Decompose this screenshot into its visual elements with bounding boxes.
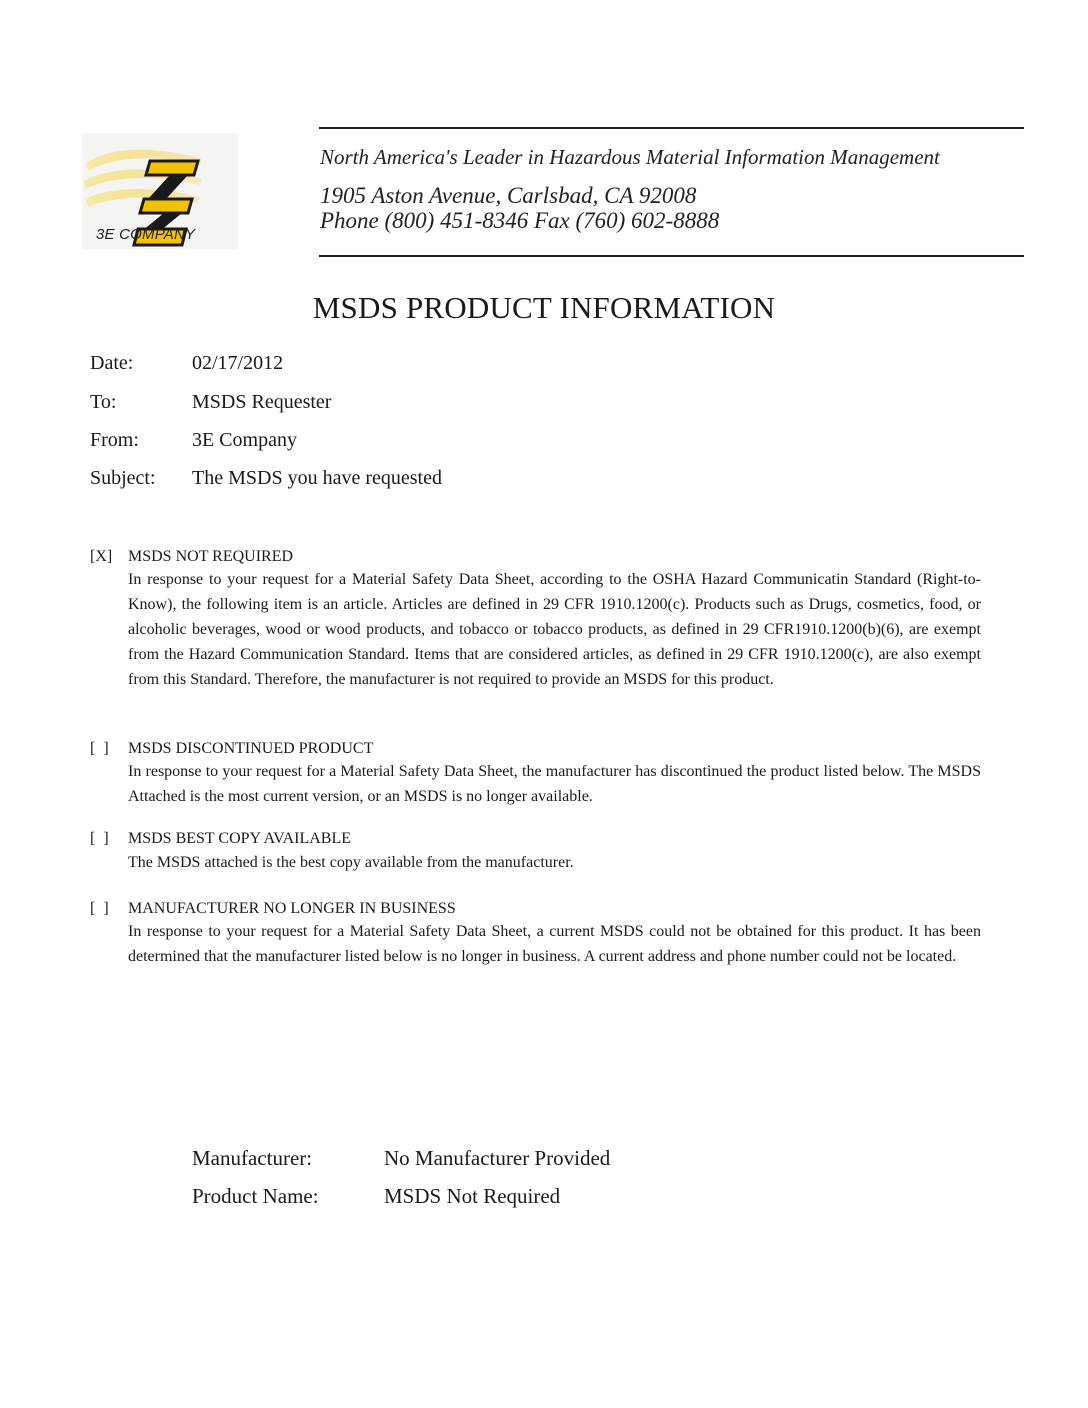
option-title-not-required: MSDS NOT REQUIRED: [128, 548, 294, 565]
subject-value: The MSDS you have requested: [192, 467, 442, 489]
to-label: To:: [90, 391, 117, 413]
manufacturer-value: No Manufacturer Provided: [384, 1146, 611, 1170]
from-value: 3E Company: [192, 429, 297, 451]
option-body-discontinued: In response to your request for a Material Safety Data Sheet, the manufacturer has discontinued the product listed below. The MSDS Attached is the most current version, or an MSDS is no longer available.: [128, 763, 981, 805]
header-top-rule: [319, 127, 1024, 129]
date-value: 02/17/2012: [192, 352, 284, 374]
subject-label: Subject:: [90, 467, 156, 489]
option-body-out-of-business: In response to your request for a Material Safety Data Sheet, a current MSDS could not be obtained for this product. It has been determined that the manufacturer listed below is no longer in business. A current address and phone number could not be located.: [128, 923, 981, 965]
option-checkbox-best-copy: [ ]: [90, 830, 109, 847]
option-checkbox-out-of-business: [ ]: [90, 900, 109, 917]
option-body-not-required: In response to your request for a Material Safety Data Sheet, according to the OSHA Hazard Communicatin Standard (Right-to-Know), the following item is an article. Articles are defined in 29 CFR 1910.1200(c). Products such as Drugs, cosmetics, food, or alcoholic beverages, wood or wood products, and tobacco or tobacco products, as defined in 29 CFR1910.1200(b)(6), are exempt from the Hazard Communication Standard. Items that are considered articles, as defined in 29 CFR 1910.1200(c), are also exempt from this Standard. Therefore, the manufacturer is not required to provide an MSDS for this product.: [128, 571, 981, 688]
option-body-best-copy: The MSDS attached is the best copy available from the manufacturer.: [128, 854, 574, 871]
company-address: 1905 Aston Avenue, Carlsbad, CA 92008: [320, 183, 697, 208]
page-title: MSDS PRODUCT INFORMATION: [312, 290, 776, 325]
header-bottom-rule: [319, 255, 1024, 257]
option-checkbox-not-required: [X]: [90, 548, 113, 565]
company-phone-fax: Phone (800) 451-8346 Fax (760) 602-8888: [320, 208, 720, 233]
product-name-label: Product Name:: [192, 1184, 319, 1208]
logo-wordmark: 3E COMPANY: [96, 226, 196, 243]
option-title-discontinued: MSDS DISCONTINUED PRODUCT: [128, 740, 374, 757]
from-label: From:: [90, 429, 139, 451]
company-tagline: North America's Leader in Hazardous Material Information Management: [320, 145, 940, 169]
to-value: MSDS Requester: [192, 391, 332, 413]
date-label: Date:: [90, 352, 134, 374]
option-checkbox-discontinued: [ ]: [90, 740, 109, 757]
product-name-value: MSDS Not Required: [384, 1184, 561, 1208]
manufacturer-label: Manufacturer:: [192, 1146, 313, 1170]
option-title-out-of-business: MANUFACTURER NO LONGER IN BUSINESS: [128, 900, 456, 917]
option-title-best-copy: MSDS BEST COPY AVAILABLE: [128, 830, 352, 847]
